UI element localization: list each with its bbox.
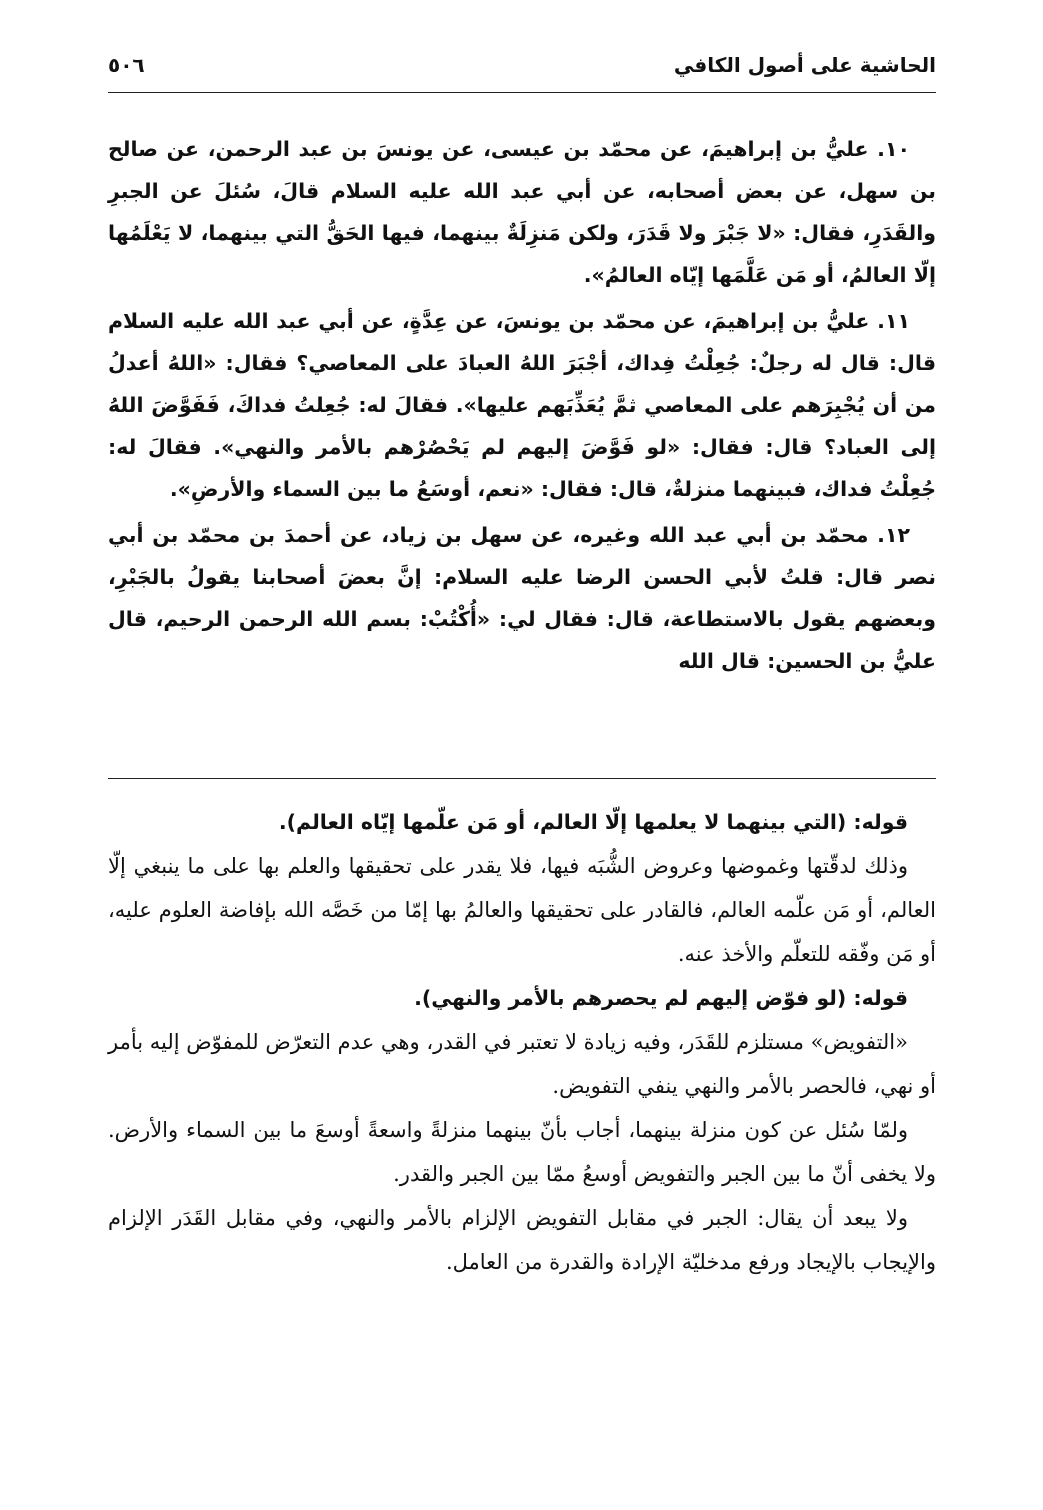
page-number: ٥٠٦ [108,53,145,77]
commentary-lemma-2 [108,976,936,1020]
hadith-text-block [108,128,936,686]
hadith-12: ١٢. محمّد بن أبي عبد الله وغيره، عن سهل بن زياد، عن أحمدَ بن محمّد بن أبي نصر قال: قلتُ لأبي الحسن الرضا عليه السلام: إنَّ بعضَ أصحابنا يقولُ بالجَبْرِ، وبعضهم يقول بالاستطاعة، قال: فقال لي: «أُكْتُبْ: بسم الله الرحمن الرحيم، قال عليُّ بن الحسين: قال الله [108,523,936,673]
commentary-lemma-1 [108,800,936,844]
book-title: الحاشية على أصول الكافي [673,53,936,77]
hadith-11: ١١. عليُّ بن إبراهيمَ، عن محمّد بن يونسَ، عن عِدَّةٍ، عن أبي عبد الله عليه السلام قال: قال له رجلٌ: جُعِلْتُ فِداك، أجْبَرَ اللهُ العبادَ على المعاصي؟ فقال: «اللهُ أعدلُ من أن يُجْبِرَهم على المعاصي ثمَّ يُعَذِّبَهم عليها». فقالَ له: جُعِلتُ فداكَ، فَفَوَّضَ اللهُ إلى العباد؟ قال: فقال: «لو فَوَّضَ إليهم لم يَحْصُرْهم بالأمر والنهي». فقالَ له: جُعِلْتُ فداك، فبينهما منزلةٌ، قال: فقال: «نعم، أوسَعُ ما بين السماء والأرضِ». [108,309,936,501]
commentary-divider [108,778,936,779]
lemma-text: قوله: (التي بينهما لا يعلمها إلّا العالم، أو مَن علّمها إيّاه العالم). [278,810,908,834]
commentary-paragraph-3: ولمّا سُئل عن كون منزلة بينهما، أجاب بأنّ بينهما منزلةً واسعةً أوسعَ ما بين السماء والأرض. ولا يخفى أنّ ما بين الجبر والتفويض أوسعُ ممّا بين الجبر والقدر. [108,1118,936,1186]
commentary-block [108,800,936,1284]
running-header [108,44,936,86]
commentary-paragraph-2: «التفويض» مستلزم للقَدَر، وفيه زيادة لا تعتبر في القدر، وهي عدم التعرّض للمفوّض إليه بأمر أو نهي، فالحصر بالأمر والنهي ينفي التفويض. [108,1030,936,1098]
hadith-10: ١٠. عليُّ بن إبراهيمَ، عن محمّد بن عيسى، عن يونسَ بن عبد الرحمن، عن صالح بن سهل، عن بعض أصحابه، عن أبي عبد الله عليه السلام قالَ، سُئلَ عن الجبرِ والقَدَرِ، فقال: «لا جَبْرَ ولا قَدَرَ، ولكن مَنزِلَةٌ بينهما، فيها الحَقُّ التي بينهما، لا يَعْلَمُها إلّا العالمُ، أو مَن عَلَّمَها إيّاه العالمُ». [108,137,936,287]
commentary-paragraph-4: ولا يبعد أن يقال: الجبر في مقابل التفويض الإلزام بالأمر والنهي، وفي مقابل القَدَر الإلزام والإيجاب بالإيجاد ورفع مدخليّة الإرادة والقدرة من العامل. [108,1206,936,1274]
commentary-paragraph-1: وذلك لدقّتها وغموضها وعروض الشُّبَه فيها، فلا يقدر على تحقيقها والعلم بها على ما ينبغي إلّا العالم، أو مَن علّمه العالم، فالقادر على تحقيقها والعالمُ بها إمّا من خَصَّه الله بإفاضة العلوم عليه، أو مَن وفّقه للتعلّم والأخذ عنه. [108,854,936,966]
header-divider [108,92,936,93]
lemma-text: قوله: (لو فوّض إليهم لم يحصرهم بالأمر والنهي). [414,986,908,1010]
